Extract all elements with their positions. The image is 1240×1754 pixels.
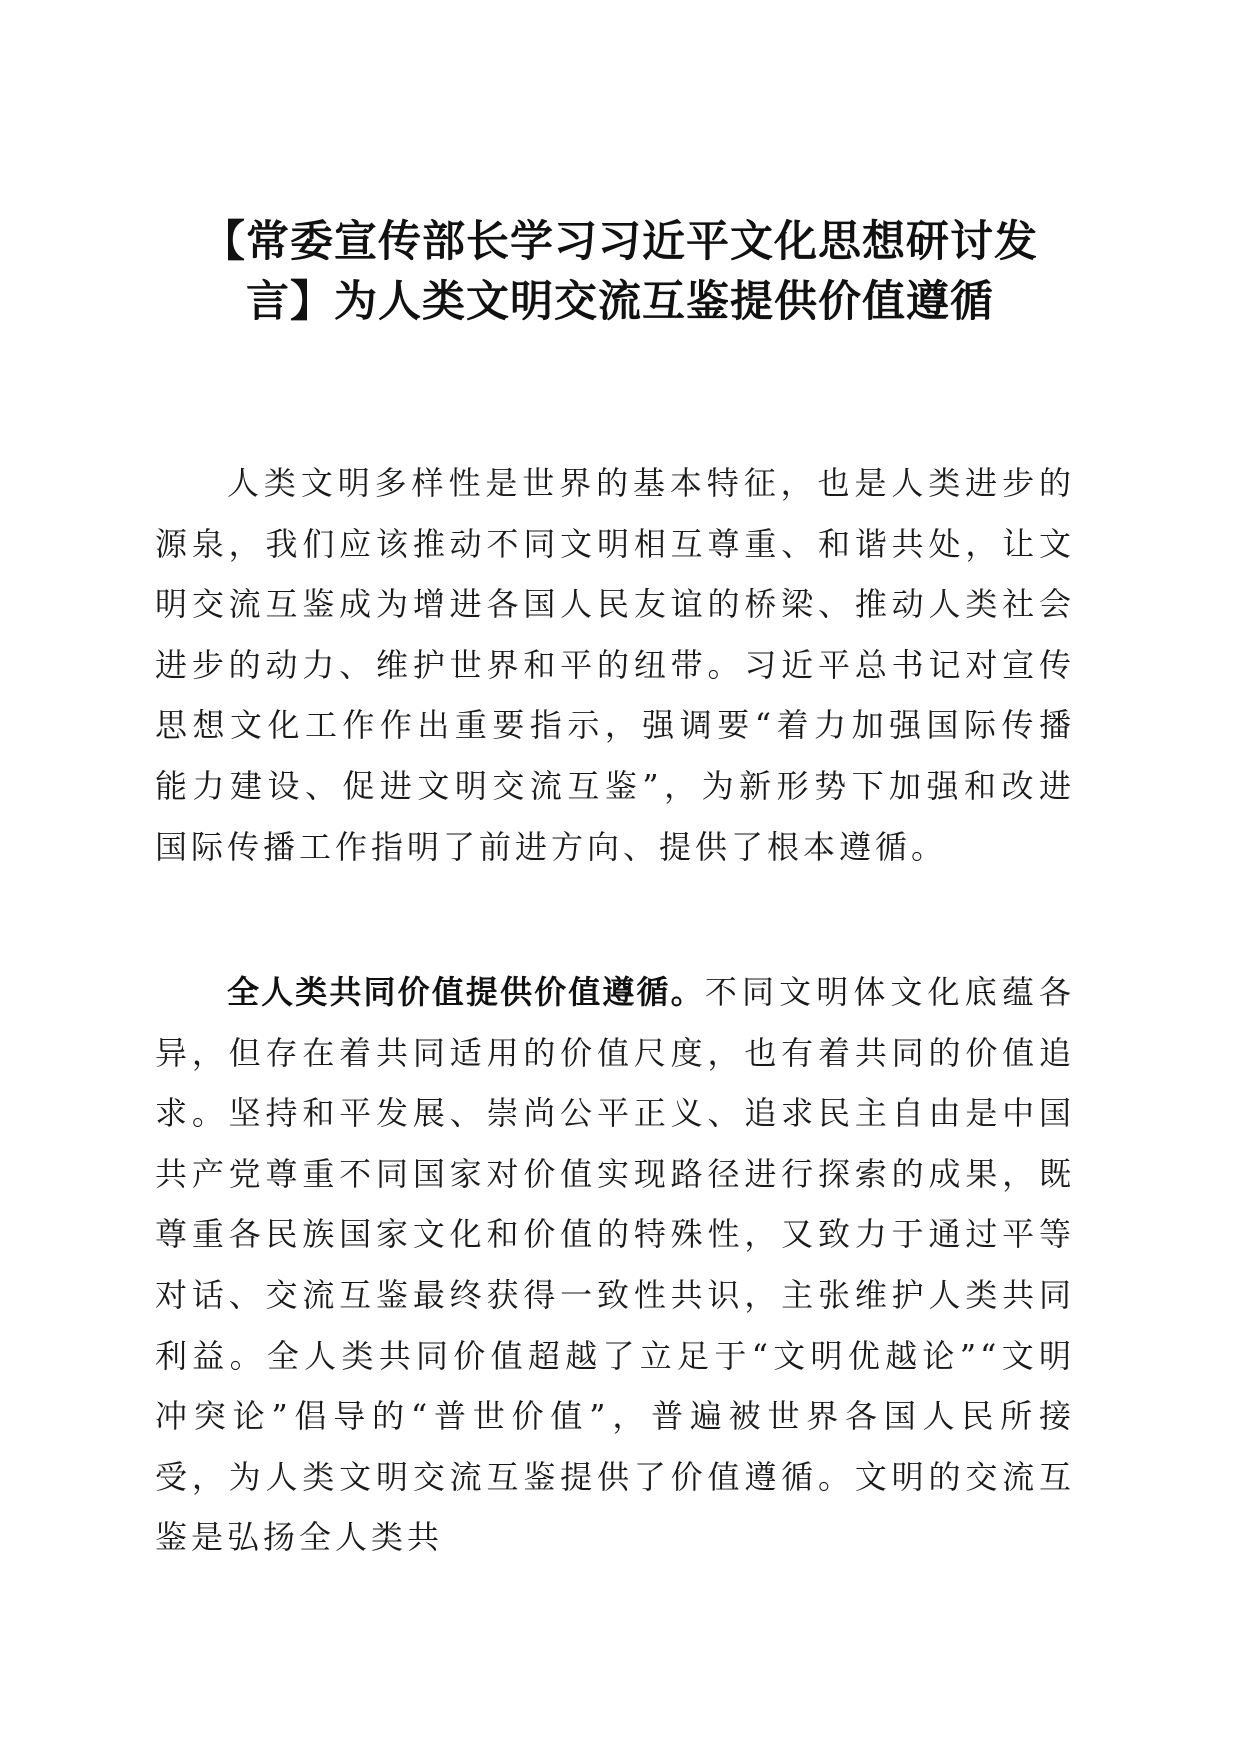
paragraph-body: 不同文明体文化底蕴各异，但存在着共同适用的价值尺度，也有着共同的价值追求。坚持和平发展、崇尚公平正义、追求民主自由是中国共产党尊重不同国家对价值实现路径进行探索的成果，既尊重各民族国家文化和价值的特殊性，又致力于通过平等对话、交流互鉴最终获得一致性共识，主张维护人类共同利益。全人类共同价值超越了立足于“文明优越论”“文明冲突论”倡导的“普世价值”，普遍被世界各国人民所接受，为人类文明交流互鉴提供了价值遵循。文明的交流互鉴是弘扬全人类共 — [155, 973, 1075, 1557]
document-title — [150, 212, 1090, 332]
paragraph-lead-heading: 全人类共同价值提供价值遵循。 — [227, 973, 705, 1011]
paragraph-shared-values — [155, 962, 1075, 1572]
paragraph-intro: 人类文明多样性是世界的基本特征，也是人类进步的源泉，我们应该推动不同文明相互尊重、和谐共处，让文明交流互鉴成为增进各国人民友谊的桥梁、推动人类社会进步的动力、维护世界和平的纽带。习近平总书记对宣传思想文化工作作出重要指示，强调要“着力加强国际传播能力建设、促进文明交流互鉴”，为新形势下加强和改进国际传播工作指明了前进方向、提供了根本遵循。 — [155, 464, 1075, 866]
title-line-2: 言】为人类文明交流互鉴提供价值遵循 — [246, 277, 994, 327]
title-line-1: 【常委宣传部长学习习近平文化思想研讨发 — [202, 217, 1038, 267]
